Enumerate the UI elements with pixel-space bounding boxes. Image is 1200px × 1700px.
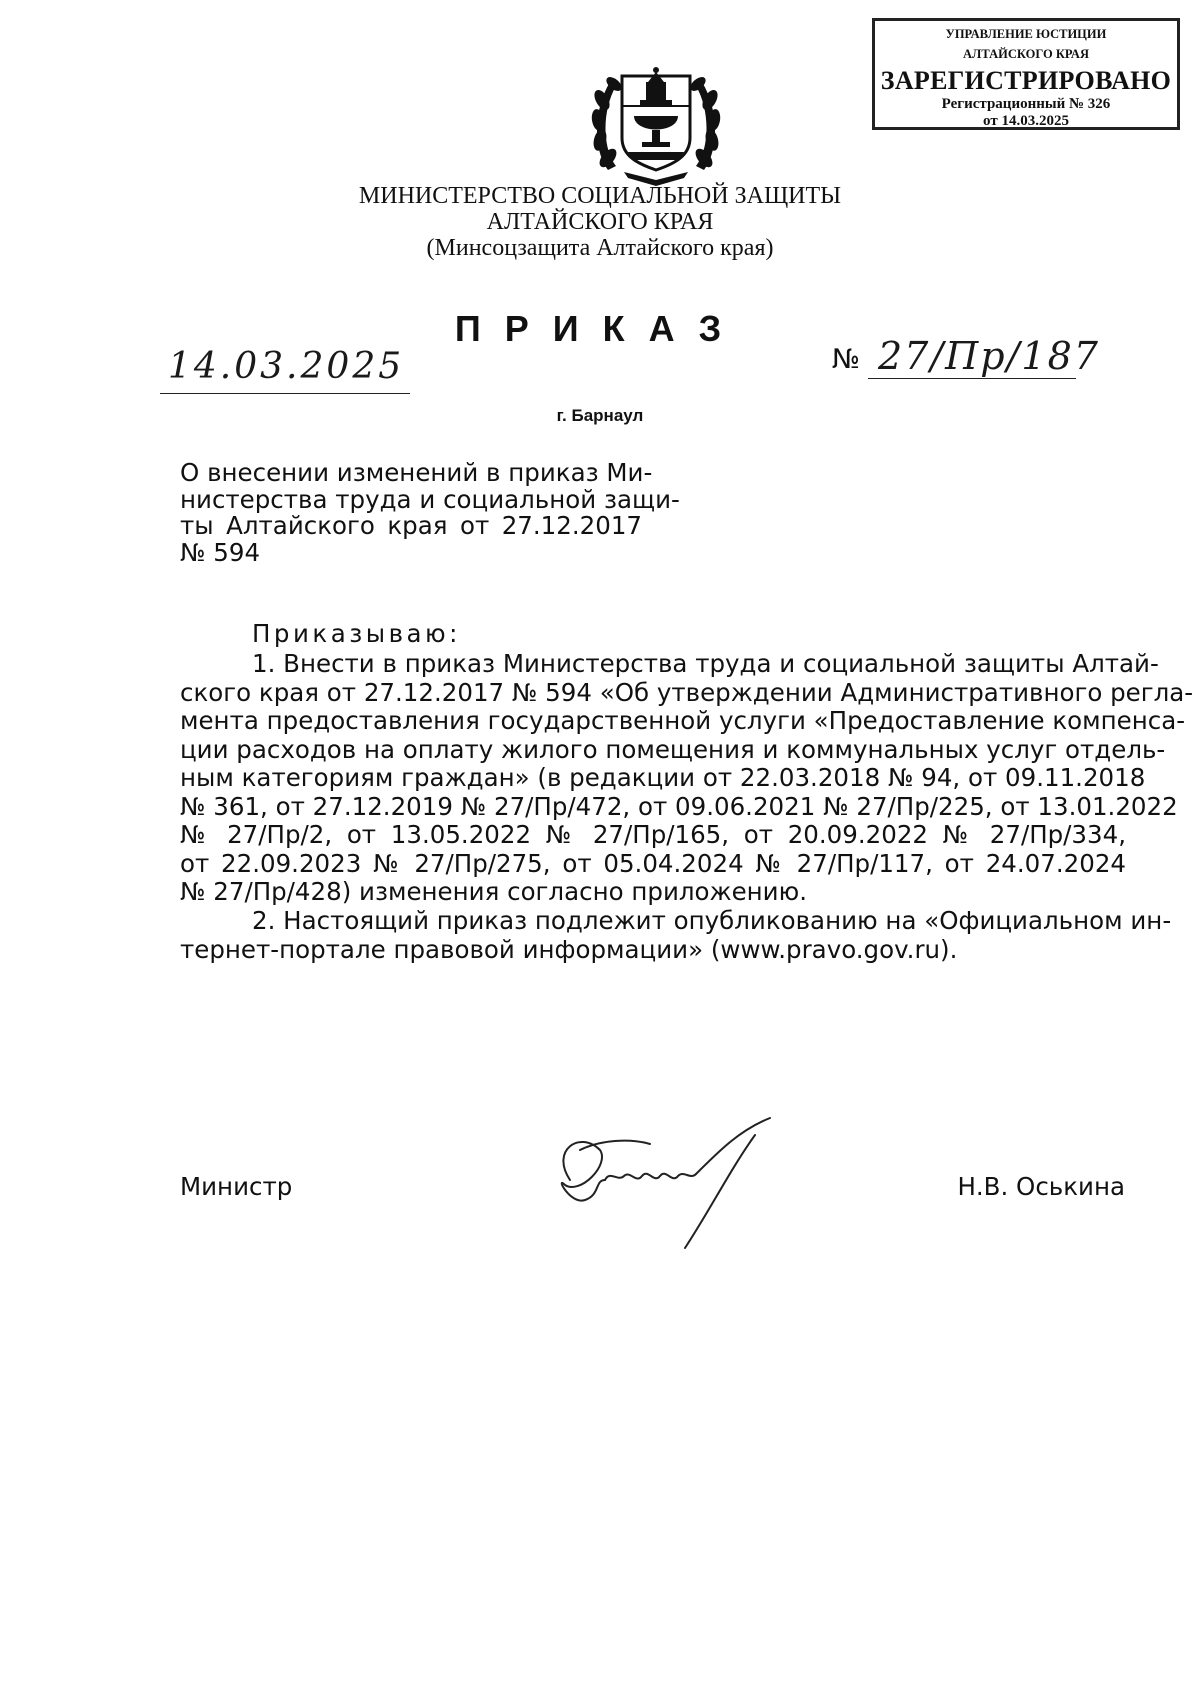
registration-stamp [872,18,1180,130]
order-number: 27/Пр/187 [878,334,1100,378]
paragraph-line: от 22.09.2023 № 27/Пр/275, от 05.04.2024 № 27/Пр/117, от 24.07.2024 [180,848,1126,878]
paragraph-line: мента предоставления государственной услуги «Предоставление компенса- [180,706,1186,735]
stamp-status: ЗАРЕГИСТРИРОВАНО [880,66,1172,95]
paragraph-line: № 27/Пр/2, от 13.05.2022 № 27/Пр/165, от 20.09.2022 № 27/Пр/334, [180,820,1126,849]
signatory-name: Н.В. Оськина [957,1172,1125,1201]
handwritten-signature [540,1110,800,1250]
paragraph-line: 1. Внести в приказ Министерства труда и социальной защиты Алтай- [252,649,1159,678]
paragraph-line: ского края от 27.12.2017 № 594 «Об утверждении Административного регла- [180,677,1194,707]
ministry-name-line2: АЛТАЙСКОГО КРАЯ [486,209,714,235]
stamp-department-line2: АЛТАЙСКОГО КРАЯ [963,47,1089,61]
directive [180,620,1126,649]
signatory-role: Министр [180,1172,293,1201]
document-type-title: ПРИКАЗ [454,308,746,349]
paragraph-line: ции расходов на оплату жилого помещения и коммунальных услуг отдель- [180,734,1166,764]
paragraph-1 [180,649,1194,907]
order-subject [180,458,680,567]
ministry-name-line1: МИНИСТЕРСТВО СОЦИАЛЬНОЙ ЗАЩИТЫ [358,183,842,209]
stamp-reg-number: Регистрационный № 326 [941,96,1111,112]
paragraph-line: № 361, от 27.12.2019 № 27/Пр/472, от 09.06.2021 № 27/Пр/225, от 13.01.2022 [180,791,1178,821]
directive-text: Приказываю: [252,619,461,648]
paragraph-line: 2. Настоящий приказ подлежит опубликованию на «Официальном ин- [252,906,1172,935]
coat-of-arms-icon [588,60,724,186]
order-date: 14.03.2025 [168,346,405,387]
subject-line: ты Алтайского края от 27.12.2017 [180,511,642,540]
date-underline [160,393,410,394]
number-underline [868,378,1076,379]
subject-line: № 594 [180,537,261,567]
order-number-sign: № [832,344,861,375]
paragraph-line: ным категориям граждан» (в редакции от 22.03.2018 № 94, от 09.11.2018 [180,763,1146,792]
stamp-reg-date: от 14.03.2025 [983,113,1069,129]
stamp-department-line1: УПРАВЛЕНИЕ ЮСТИЦИИ [945,27,1107,41]
paragraph-line: № 27/Пр/428) изменения согласно приложению. [180,877,808,906]
ministry-short-name: (Минсоцзащита Алтайского края) [426,235,774,261]
city: г. Барнаул [556,406,644,425]
paragraph-2 [180,906,1172,964]
subject-line: О внесении изменений в приказ Ми- [180,458,653,487]
paragraph-line: тернет-портале правовой информации» (www.pravo.gov.ru). [180,934,958,964]
subject-line: нистерства труда и социальной защи- [180,484,680,514]
